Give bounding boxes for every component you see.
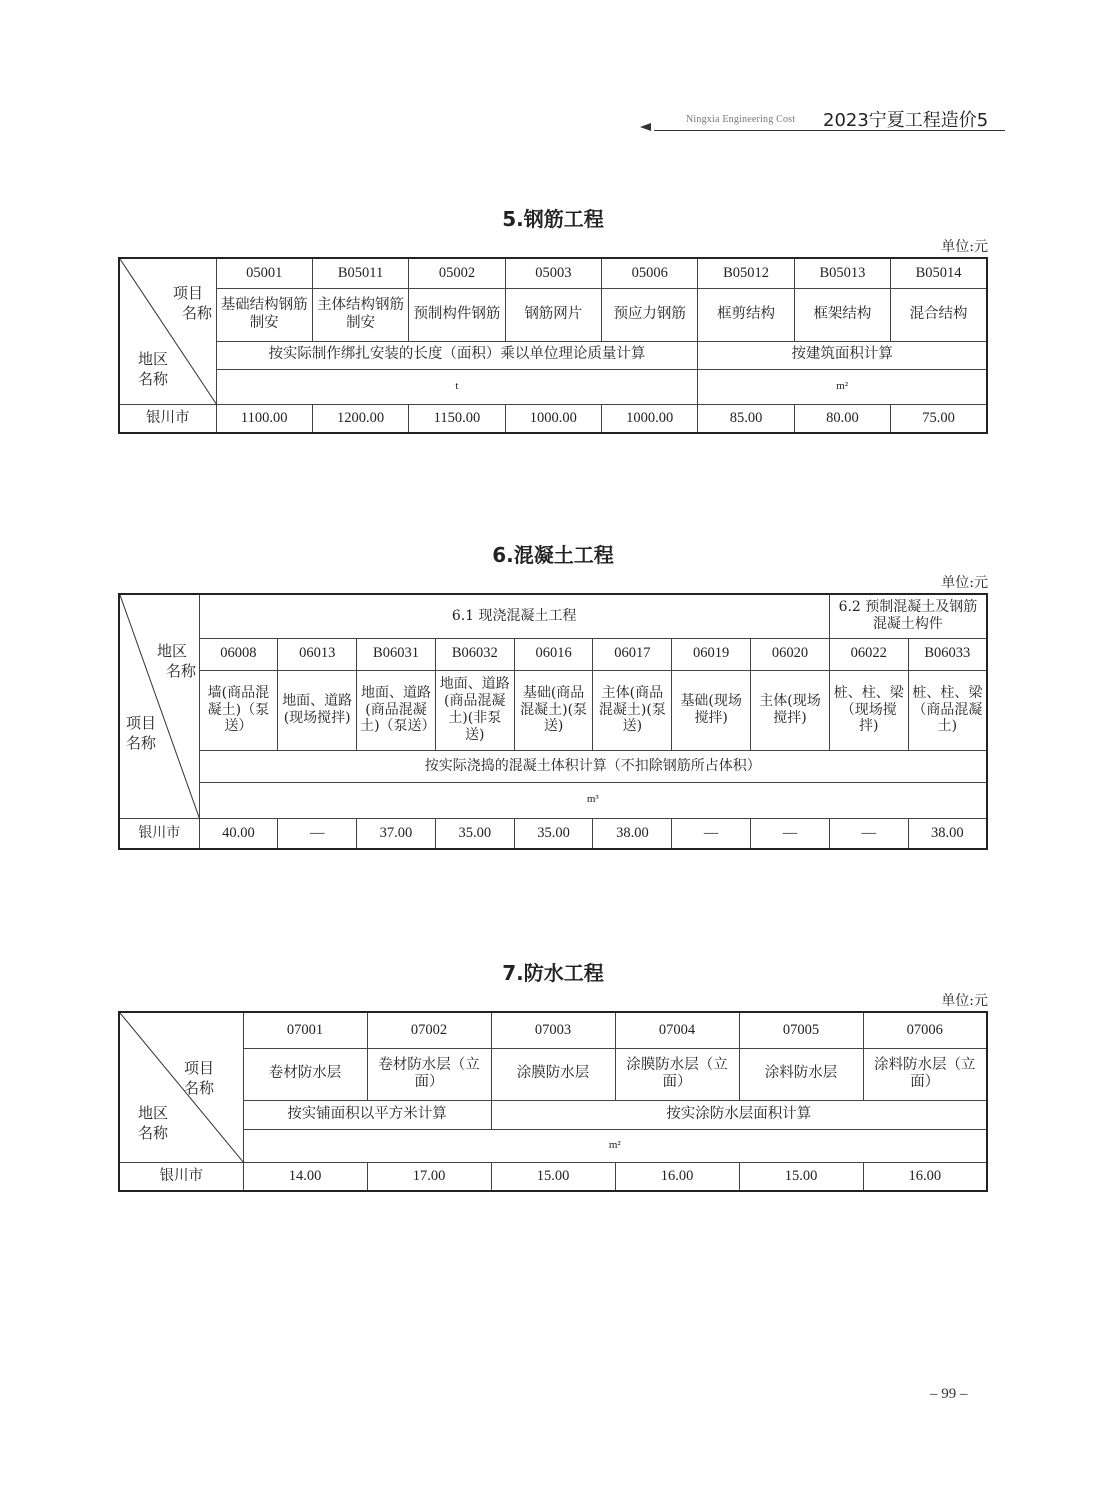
unit-label: 单位:元	[941, 575, 988, 591]
item-code: B05011	[312, 258, 408, 288]
section-title: 7.防水工程	[502, 961, 604, 985]
arrow-left-icon	[640, 123, 651, 131]
item-name: 涂膜防水层	[491, 1048, 615, 1100]
price-value: 1000.00	[505, 404, 601, 433]
code-row	[119, 258, 987, 288]
item-code: B06031	[357, 638, 436, 670]
measure-unit: m²	[698, 369, 987, 404]
item-name: 基础结构钢筋制安	[216, 288, 312, 341]
group-header: 6.1 现浇混凝土工程	[199, 594, 829, 638]
corner-header-cell	[119, 258, 216, 404]
price-value: 17.00	[367, 1162, 491, 1191]
item-name: 预应力钢筋	[602, 288, 698, 341]
calculation-rule: 按实涂防水层面积计算	[491, 1100, 987, 1129]
item-code: 06020	[751, 638, 830, 670]
measure-unit: m²	[243, 1129, 987, 1162]
item-code: 06013	[278, 638, 357, 670]
measure-unit: t	[216, 369, 698, 404]
code-row	[119, 1012, 987, 1048]
price-value: 15.00	[491, 1162, 615, 1191]
item-name: 涂料防水层	[739, 1048, 863, 1100]
name-row	[119, 670, 987, 750]
table-row	[119, 818, 987, 849]
region-name: 银川市	[119, 818, 199, 849]
section-concrete	[118, 539, 988, 850]
diagonal-line	[120, 259, 217, 405]
table-row	[119, 1162, 987, 1191]
price-value: 35.00	[435, 818, 514, 849]
item-code: 07006	[863, 1012, 987, 1048]
item-name: 卷材防水层	[243, 1048, 367, 1100]
item-name: 涂膜防水层（立面）	[615, 1048, 739, 1100]
corner-header-cell	[119, 1012, 243, 1162]
journal-chinese-title: 2023宁夏工程造价5	[823, 110, 989, 131]
corner-top-label: 项目 名称	[184, 1059, 215, 1097]
price-value: 38.00	[593, 818, 672, 849]
item-name: 地面、道路(现场搅拌)	[278, 670, 357, 750]
item-code: B06033	[908, 638, 987, 670]
price-value: 1150.00	[409, 404, 505, 433]
table-row	[119, 404, 987, 433]
item-name: 桩、柱、梁（商品混凝土)	[908, 670, 987, 750]
group-header: 6.2 预制混凝土及钢筋混凝土构件	[829, 594, 987, 638]
item-name: 主体结构钢筋制安	[312, 288, 408, 341]
price-value: 40.00	[199, 818, 278, 849]
corner-header-cell	[119, 594, 199, 818]
price-value: 1000.00	[602, 404, 698, 433]
item-name: 地面、道路(商品混凝土)(非泵送)	[435, 670, 514, 750]
item-name: 涂料防水层（立面）	[863, 1048, 987, 1100]
price-value: 75.00	[891, 404, 987, 433]
calculation-rule: 按实际制作绑扎安装的长度（面积）乘以单位理论质量计算	[216, 341, 698, 369]
region-name: 银川市	[119, 1162, 243, 1191]
item-name: 卷材防水层（立面）	[367, 1048, 491, 1100]
group-row	[119, 594, 987, 638]
corner-bottom-label: 地区 名称	[138, 350, 169, 388]
price-value: 15.00	[739, 1162, 863, 1191]
item-name: 框剪结构	[698, 288, 794, 341]
item-code: 07002	[367, 1012, 491, 1048]
section-title: 5.钢筋工程	[502, 207, 604, 231]
name-row	[119, 1048, 987, 1100]
code-row	[119, 638, 987, 670]
section-rebar	[118, 203, 988, 434]
journal-english-title: Ningxia Engineering Cost	[686, 114, 796, 125]
item-code: 05003	[505, 258, 601, 288]
price-value: 1200.00	[312, 404, 408, 433]
price-value: —	[672, 818, 751, 849]
rule-row	[119, 1100, 987, 1129]
item-name: 主体(商品混凝土)(泵送)	[593, 670, 672, 750]
item-code: B05013	[794, 258, 890, 288]
rebar-table	[118, 257, 988, 434]
calculation-rule: 按实铺面积以平方米计算	[243, 1100, 491, 1129]
section-title: 6.混凝土工程	[492, 543, 614, 567]
name-row	[119, 288, 987, 341]
unit-label: 单位:元	[941, 239, 988, 255]
item-name: 桩、柱、梁（现场搅拌)	[829, 670, 908, 750]
item-code: 07001	[243, 1012, 367, 1048]
item-code: 07004	[615, 1012, 739, 1048]
section-waterproofing	[118, 957, 988, 1192]
price-value: 85.00	[698, 404, 794, 433]
page-number: – 99 –	[930, 1386, 968, 1402]
unit-row	[119, 1129, 987, 1162]
item-name: 预制构件钢筋	[409, 288, 505, 341]
item-name: 地面、道路(商品混凝土)（泵送）	[357, 670, 436, 750]
running-header	[640, 108, 1005, 134]
item-code: 07005	[739, 1012, 863, 1048]
item-name: 基础(商品混凝土)(泵送)	[514, 670, 593, 750]
region-name: 银川市	[119, 404, 216, 433]
item-name: 墙(商品混凝土)（泵送）	[199, 670, 278, 750]
corner-bottom-label: 地区 名称	[138, 1104, 169, 1142]
item-code: 06017	[593, 638, 672, 670]
item-name: 基础(现场搅拌)	[672, 670, 751, 750]
price-value: 37.00	[357, 818, 436, 849]
price-value: 16.00	[863, 1162, 987, 1191]
price-value: 16.00	[615, 1162, 739, 1191]
item-name: 主体(现场搅拌)	[751, 670, 830, 750]
item-code: B05014	[891, 258, 987, 288]
unit-row	[119, 782, 987, 818]
item-code: B05012	[698, 258, 794, 288]
diagonal-line	[120, 595, 200, 820]
price-value: —	[278, 818, 357, 849]
unit-label: 单位:元	[941, 993, 988, 1009]
item-code: 06022	[829, 638, 908, 670]
item-code: 07003	[491, 1012, 615, 1048]
item-code: 06016	[514, 638, 593, 670]
item-code: 05006	[602, 258, 698, 288]
item-code: 05001	[216, 258, 312, 288]
price-value: 35.00	[514, 818, 593, 849]
item-code: B06032	[435, 638, 514, 670]
item-name: 混合结构	[891, 288, 987, 341]
corner-top-label: 地区 名称	[157, 642, 197, 680]
item-name: 钢筋网片	[505, 288, 601, 341]
price-value: —	[751, 818, 830, 849]
unit-row	[119, 369, 987, 404]
rule-row	[119, 341, 987, 369]
item-code: 06008	[199, 638, 278, 670]
corner-bottom-label: 项目 名称	[126, 714, 157, 752]
price-value: 38.00	[908, 818, 987, 849]
price-value: 14.00	[243, 1162, 367, 1191]
waterproofing-table	[118, 1011, 988, 1192]
item-code: 05002	[409, 258, 505, 288]
concrete-table	[118, 593, 988, 850]
item-name: 框架结构	[794, 288, 890, 341]
price-value: —	[829, 818, 908, 849]
measure-unit: m³	[199, 782, 987, 818]
calculation-rule: 按实际浇捣的混凝土体积计算（不扣除钢筋所占体积）	[199, 750, 987, 782]
rule-row	[119, 750, 987, 782]
price-value: 1100.00	[216, 404, 312, 433]
corner-top-label: 项目 名称	[173, 284, 213, 322]
calculation-rule: 按建筑面积计算	[698, 341, 987, 369]
price-value: 80.00	[794, 404, 890, 433]
item-code: 06019	[672, 638, 751, 670]
